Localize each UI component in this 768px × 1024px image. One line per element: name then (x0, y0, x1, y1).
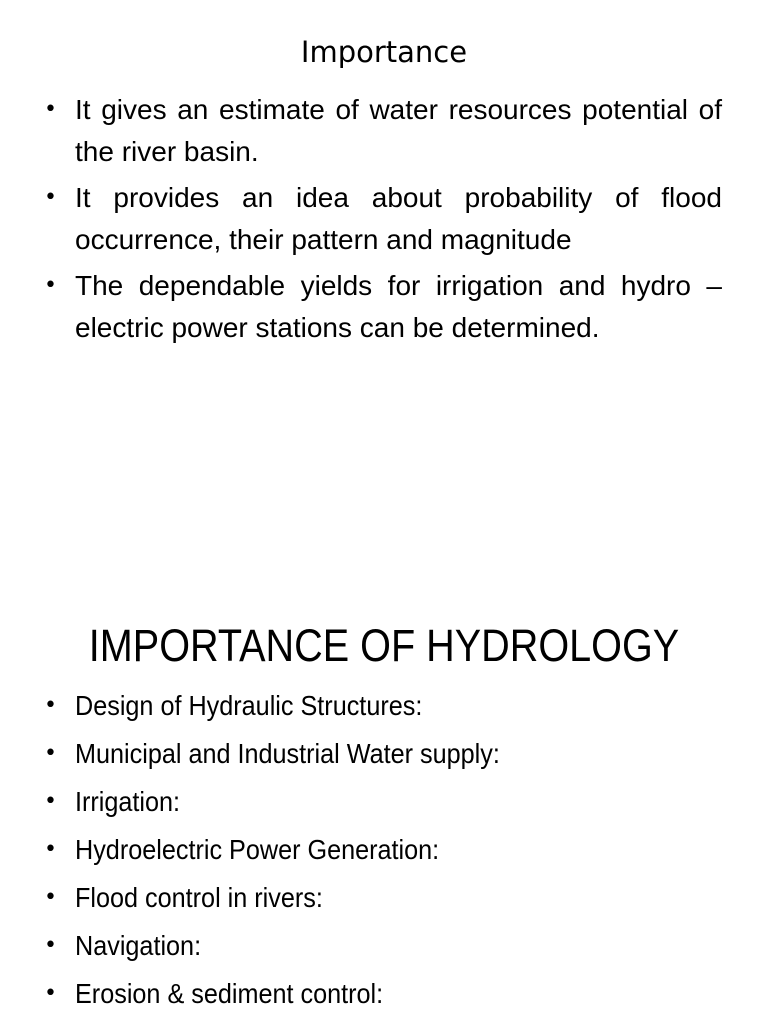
bullet-icon: • (44, 981, 57, 1006)
bullet-text: It gives an estimate of water resources potential of the river basin. (75, 94, 722, 167)
bullet-text: Hydroelectric Power Generation: (75, 834, 440, 865)
bullet-list (0, 89, 768, 353)
bullet-icon: • (44, 933, 57, 958)
bullet-icon: • (44, 741, 57, 766)
bullet-item (0, 265, 768, 349)
bullet-text: Flood control in rivers: (75, 882, 323, 913)
bullet-item (0, 89, 768, 173)
bullet-text: Erosion & sediment control: (75, 978, 384, 1009)
bullet-text: Irrigation: (75, 786, 181, 817)
slide-importance (0, 0, 768, 500)
bullet-item (0, 826, 768, 874)
bullet-text: Design of Hydraulic Structures: (75, 690, 423, 721)
bullet-icon: • (44, 885, 57, 910)
bullet-text: Navigation: (75, 930, 202, 961)
bullet-item (0, 970, 768, 1018)
bullet-icon: • (44, 693, 57, 718)
slide-title: IMPORTANCE OF HYDROLOGY (88, 620, 680, 671)
bullet-item (0, 177, 768, 261)
bullet-item (0, 778, 768, 826)
bullet-item (0, 682, 768, 730)
slide-title: Importance (300, 35, 468, 69)
bullet-text: Municipal and Industrial Water supply: (75, 738, 500, 769)
bullet-item (0, 922, 768, 970)
bullet-text: The dependable yields for irrigation and hydro – electric power stations can be determined. (75, 270, 722, 343)
bullet-item (0, 730, 768, 778)
bullet-list (0, 682, 768, 1018)
bullet-icon: • (44, 273, 57, 298)
bullet-item (0, 874, 768, 922)
bullet-icon: • (44, 837, 57, 862)
slide-importance-of-hydrology (0, 580, 768, 1024)
bullet-icon: • (44, 789, 57, 814)
bullet-icon: • (44, 185, 57, 210)
bullet-icon: • (44, 97, 57, 122)
bullet-text: It provides an idea about probability of flood occurrence, their pattern and magnitude (75, 182, 722, 255)
